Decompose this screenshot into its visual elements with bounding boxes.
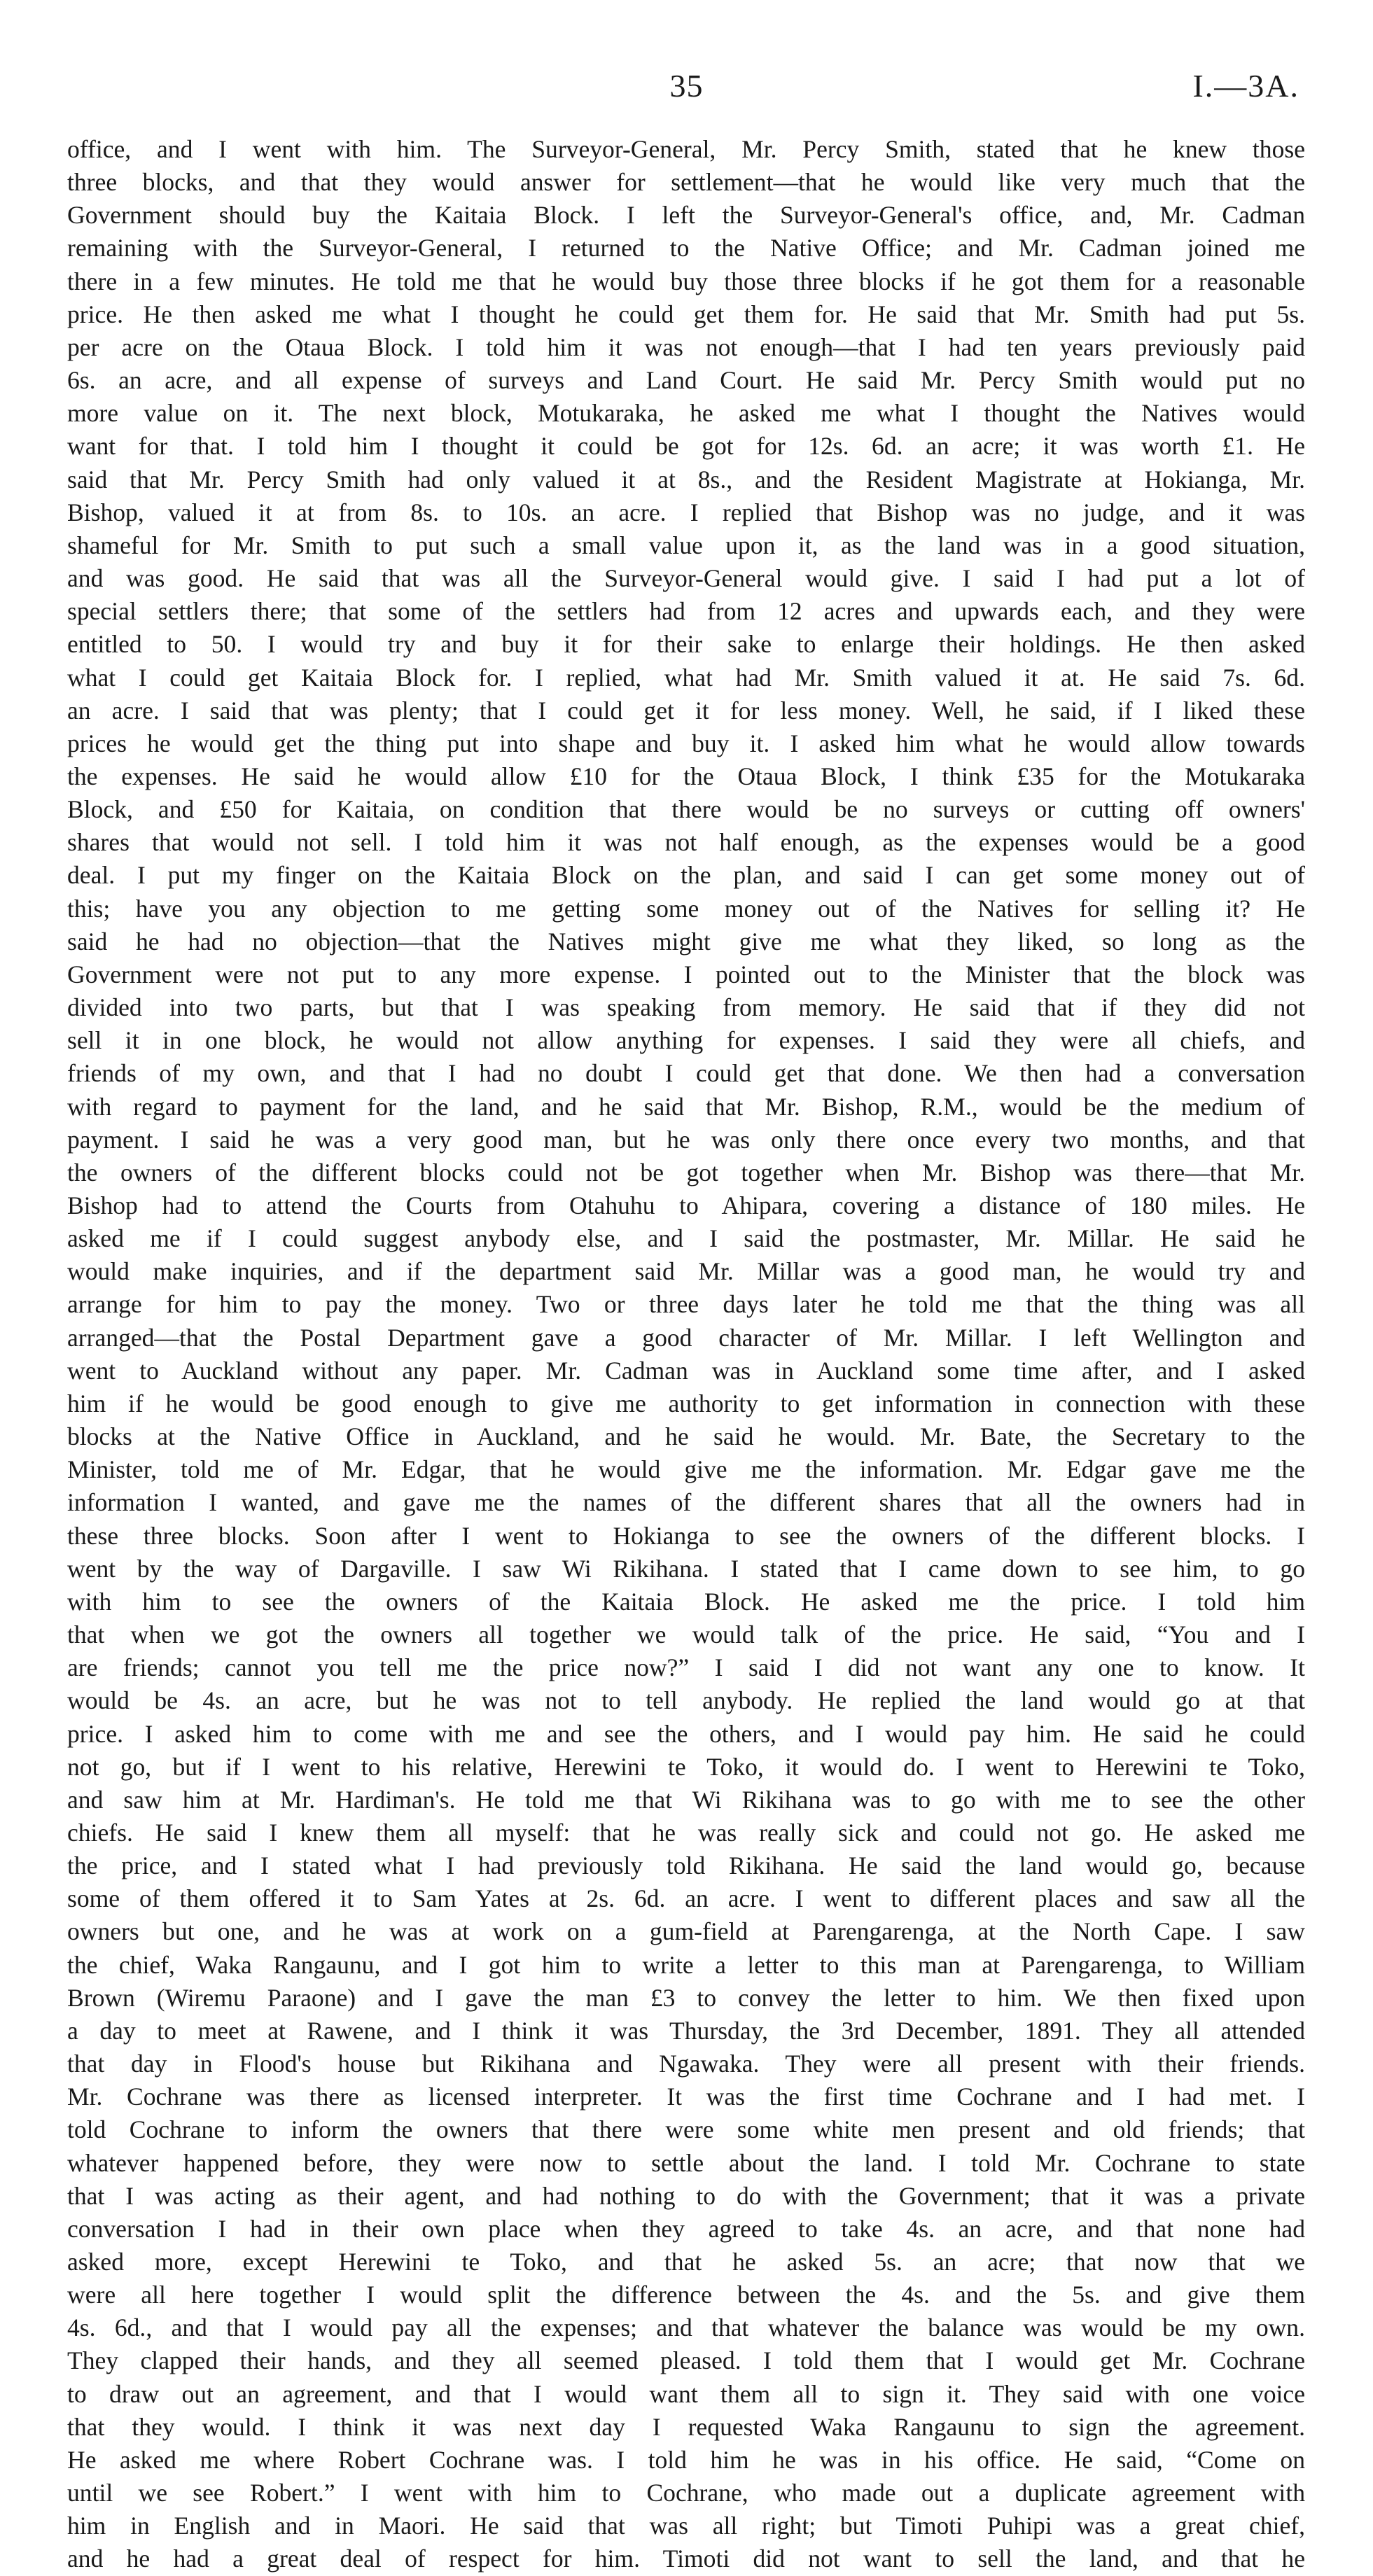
text-line: arrange for him to pay the money. Two or three days later he told me that the thing was all — [67, 1290, 1305, 1319]
text-line: there in a few minutes. He told me that he would buy those three blocks if he got them for a reasonable — [67, 267, 1305, 295]
text-line: Bishop, valued it at from 8s. to 10s. an acre. I replied that Bishop was no judge, and it was — [67, 498, 1305, 526]
text-line: the price, and I stated what I had previously told Rikihana. He said the land would go, because — [67, 1851, 1305, 1880]
text-line: these three blocks. Soon after I went to Hokianga to see the owners of the different blocks. I — [67, 1521, 1305, 1550]
text-line: shares that would not sell. I told him it was not half enough, as the expenses would be a good — [67, 828, 1305, 857]
body-text — [67, 133, 1305, 2576]
text-line: remaining with the Surveyor-General, I returned to the Native Office; and Mr. Cadman joined me — [67, 234, 1305, 262]
text-line: price. I asked him to come with me and see the others, and I would pay him. He said he could — [67, 1719, 1305, 1748]
text-line: the chief, Waka Rangaunu, and I got him to write a letter to this man at Parengarenga, to William — [67, 1950, 1305, 1979]
text-line: Block, and £50 for Kaitaia, on condition that there would be no surveys or cutting off owners' — [67, 795, 1305, 824]
text-line: some of them offered it to Sam Yates at 2s. 6d. an acre. I went to different places and saw all the — [67, 1884, 1305, 1913]
text-line: went to Auckland without any paper. Mr. Cadman was in Auckland some time after, and I asked — [67, 1356, 1305, 1385]
text-line: They clapped their hands, and they all seemed pleased. I told them that I would get Mr. Cochrane — [67, 2346, 1305, 2375]
text-line: entitled to 50. I would try and buy it for their sake to enlarge their holdings. He then asked — [67, 630, 1305, 659]
text-line: whatever happened before, they were now to settle about the land. I told Mr. Cochrane to state — [67, 2148, 1305, 2177]
text-line: this; have you any objection to me getting some money out of the Natives for selling it? He — [67, 894, 1305, 923]
text-line: shameful for Mr. Smith to put such a small value upon it, as the land was in a good situation, — [67, 531, 1305, 559]
text-line: Mr. Cochrane was there as licensed interpreter. It was the first time Cochrane and I had met. I — [67, 2082, 1305, 2111]
text-line: what I could get Kaitaia Block for. I replied, what had Mr. Smith valued it at. He said 7s. 6d. — [67, 663, 1305, 692]
text-line: that I was acting as their agent, and had nothing to do with the Government; that it was a private — [67, 2181, 1305, 2210]
text-line: the owners of the different blocks could not be got together when Mr. Bishop was there—that Mr. — [67, 1158, 1305, 1186]
document-reference: I.—3A. — [1192, 68, 1299, 104]
text-line: price. He then asked me what I thought he could get them for. He said that Mr. Smith had put 5s. — [67, 300, 1305, 328]
text-line: would be 4s. an acre, but he was not to tell anybody. He replied the land would go at that — [67, 1686, 1305, 1715]
text-line: 4s. 6d., and that I would pay all the expenses; and that whatever the balance was would be my own. — [67, 2314, 1305, 2342]
text-line: an acre. I said that was plenty; that I could get it for less money. Well, he said, if I liked these — [67, 696, 1305, 724]
text-line: a day to meet at Rawene, and I think it was Thursday, the 3rd December, 1891. They all attended — [67, 2016, 1305, 2045]
text-line: and saw him at Mr. Hardiman's. He told me that Wi Rikihana was to go with me to see the other — [67, 1785, 1305, 1814]
text-line: Bishop had to attend the Courts from Otahuhu to Ahipara, covering a distance of 180 miles. He — [67, 1191, 1305, 1219]
text-line: more value on it. The next block, Motukaraka, he asked me what I thought the Natives would — [67, 399, 1305, 428]
text-line: prices he would get the thing put into shape and buy it. I asked him what he would allow towards — [67, 729, 1305, 757]
text-line: said that Mr. Percy Smith had only valued it at 8s., and the Resident Magistrate at Hokianga, Mr. — [67, 465, 1305, 493]
text-line: per acre on the Otaua Block. I told him it was not enough—that I had ten years previously paid — [67, 332, 1305, 361]
text-line: asked me if I could suggest anybody else, and I said the postmaster, Mr. Millar. He said he — [67, 1224, 1305, 1253]
text-line: want for that. I told him I thought it could be got for 12s. 6d. an acre; it was worth £1. He — [67, 432, 1305, 461]
text-line: chiefs. He said I knew them all myself: that he was really sick and could not go. He asked me — [67, 1818, 1305, 1847]
text-line: blocks at the Native Office in Auckland, and he said he would. Mr. Bate, the Secretary to the — [67, 1422, 1305, 1451]
text-line: and he had a great deal of respect for him. Timoti did not want to sell the land, and that he — [67, 2544, 1305, 2573]
text-line: and was good. He said that was all the Surveyor-General would give. I said I had put a lot of — [67, 564, 1305, 593]
text-line: office, and I went with him. The Surveyor-General, Mr. Percy Smith, stated that he knew those — [67, 135, 1305, 163]
text-line: information I wanted, and gave me the names of the different shares that all the owners had in — [67, 1488, 1305, 1517]
text-line: not go, but if I went to his relative, Herewini te Toko, it would do. I went to Herewini te Toko, — [67, 1752, 1305, 1781]
text-line: that day in Flood's house but Rikihana and Ngawaka. They were all present with their friends. — [67, 2050, 1305, 2078]
text-line: He asked me where Robert Cochrane was. I told him he was in his office. He said, “Come on — [67, 2445, 1305, 2474]
text-line: him if he would be good enough to give me authority to get information in connection with these — [67, 1389, 1305, 1418]
text-line: divided into two parts, but that I was speaking from memory. He said that if they did not — [67, 993, 1305, 1022]
text-line: sell it in one block, he would not allow anything for expenses. I said they were all chiefs, and — [67, 1026, 1305, 1055]
text-line: that they would. I think it was next day I requested Waka Rangaunu to sign the agreement. — [67, 2412, 1305, 2441]
text-line: asked more, except Herewini te Toko, and that he asked 5s. an acre; that now that we — [67, 2248, 1305, 2276]
text-line: were all here together I would split the difference between the 4s. and the 5s. and give them — [67, 2281, 1305, 2309]
page-number: 35 — [669, 68, 704, 104]
text-line: Minister, told me of Mr. Edgar, that he would give me the information. Mr. Edgar gave me the — [67, 1455, 1305, 1484]
text-line: the expenses. He said he would allow £10 for the Otaua Block, I think £35 for the Motukaraka — [67, 762, 1305, 790]
text-line: with him to see the owners of the Kaitaia Block. He asked me the price. I told him — [67, 1587, 1305, 1616]
text-line: said he had no objection—that the Natives might give me what they liked, so long as the — [67, 927, 1305, 955]
text-line: friends of my own, and that I had no doubt I could get that done. We then had a conversation — [67, 1059, 1305, 1088]
text-line: Government were not put to any more expense. I pointed out to the Minister that the block was — [67, 960, 1305, 988]
text-line: to draw out an agreement, and that I would want them all to sign it. They said with one voice — [67, 2379, 1305, 2408]
text-line: Government should buy the Kaitaia Block. I left the Surveyor-General's office, and, Mr. Cadman — [67, 201, 1305, 230]
text-line: 6s. an acre, and all expense of surveys and Land Court. He said Mr. Percy Smith would put no — [67, 366, 1305, 395]
text-line: with regard to payment for the land, and he said that Mr. Bishop, R.M., would be the medium of — [67, 1092, 1305, 1121]
text-line: are friends; cannot you tell me the price now?” I said I did not want any one to know. It — [67, 1653, 1305, 1682]
text-line: conversation I had in their own place when they agreed to take 4s. an acre, and that none had — [67, 2214, 1305, 2243]
text-line: him in English and in Maori. He said that was all right; but Timoti Puhipi was a great chief, — [67, 2512, 1305, 2540]
text-line: Brown (Wiremu Paraone) and I gave the man £3 to convey the letter to him. We then fixed upon — [67, 1983, 1305, 2012]
text-line: would make inquiries, and if the department said Mr. Millar was a good man, he would try and — [67, 1257, 1305, 1286]
text-line: deal. I put my finger on the Kaitaia Block on the plan, and said I can get some money out of — [67, 861, 1305, 890]
text-line: owners but one, and he was at work on a gum-field at Parengarenga, at the North Cape. I saw — [67, 1917, 1305, 1946]
text-line: special settlers there; that some of the settlers had from 12 acres and upwards each, and they were — [67, 597, 1305, 626]
text-line: three blocks, and that they would answer for settlement—that he would like very much that the — [67, 168, 1305, 197]
text-line: payment. I said he was a very good man, but he was only there once every two months, and that — [67, 1125, 1305, 1154]
text-line: told Cochrane to inform the owners that there were some white men present and old friends; that — [67, 2115, 1305, 2144]
text-line: that when we got the owners all together we would talk of the price. He said, “You and I — [67, 1620, 1305, 1649]
text-line: arranged—that the Postal Department gave a good character of Mr. Millar. I left Wellington and — [67, 1323, 1305, 1352]
text-line: went by the way of Dargaville. I saw Wi Rikihana. I stated that I came down to see him, to go — [67, 1554, 1305, 1583]
text-line: until we see Robert.” I went with him to Cochrane, who made out a duplicate agreement with — [67, 2479, 1305, 2507]
